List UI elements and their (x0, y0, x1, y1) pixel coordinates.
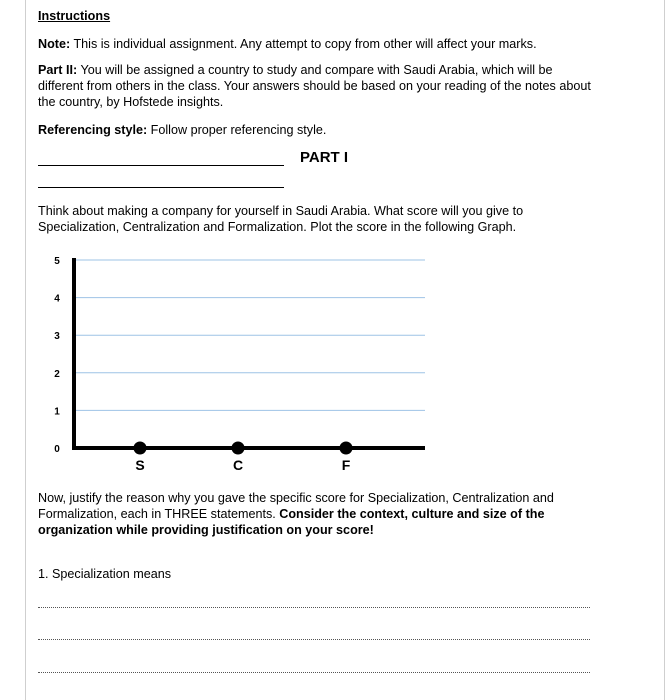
marker-f[interactable] (340, 442, 353, 455)
answer-line-2[interactable] (38, 639, 590, 640)
part1-rule-top (38, 165, 284, 166)
note-paragraph (38, 36, 598, 52)
y-tick-label: 2 (54, 368, 60, 380)
y-tick-label: 0 (54, 444, 60, 455)
answer-line-3[interactable] (38, 672, 590, 673)
part2-paragraph (38, 62, 593, 110)
y-tick-label: 4 (54, 293, 60, 305)
marker-c[interactable] (232, 442, 245, 455)
justify-bold-text: Consider the context, culture and size of the organization while providing justification on your score! (38, 507, 545, 537)
part1-rule-bottom (38, 187, 284, 188)
note-text: This is individual assignment. Any attempt to copy from other will affect your marks. (70, 37, 537, 51)
referencing-label: Referencing style: (38, 123, 148, 137)
part2-text: You will be assigned a country to study and compare with Saudi Arabia, which will be different from others in the class. Your answers should be based on your reading of the notes about the country, by Hofstede insights. (38, 63, 591, 109)
x-label-s: S (135, 457, 145, 473)
part2-label: Part II: (38, 63, 78, 77)
x-label-f: F (341, 457, 351, 473)
note-label: Note: (38, 37, 71, 51)
justify-paragraph (38, 490, 593, 538)
y-tick-label: 5 (54, 256, 60, 267)
y-tick-label: 3 (54, 331, 60, 343)
referencing-text: Follow proper referencing style. (147, 123, 327, 137)
justify-text: Now, justify the reason why you gave the specific score for Specialization, Centralization and Formalization, each in THREE statements. (38, 491, 554, 521)
y-tick-labels (54, 256, 60, 455)
score-chart (30, 250, 440, 480)
grid-lines (74, 260, 425, 410)
graph-prompt: Think about making a company for yourself in Saudi Arabia. What score will you give to Specialization, Centralization and Formalization. Plot the score in the following Graph. (38, 204, 524, 234)
instructions-heading: Instructions (38, 9, 111, 23)
answer-line-1[interactable] (38, 607, 590, 608)
y-tick-label: 1 (54, 406, 60, 418)
referencing-paragraph (38, 122, 598, 138)
part1-title: PART I (300, 149, 349, 166)
x-label-c: C (232, 457, 244, 473)
marker-s[interactable] (134, 442, 147, 455)
x-category-labels (135, 457, 350, 473)
question1-label: 1. Specialization means (38, 567, 172, 581)
